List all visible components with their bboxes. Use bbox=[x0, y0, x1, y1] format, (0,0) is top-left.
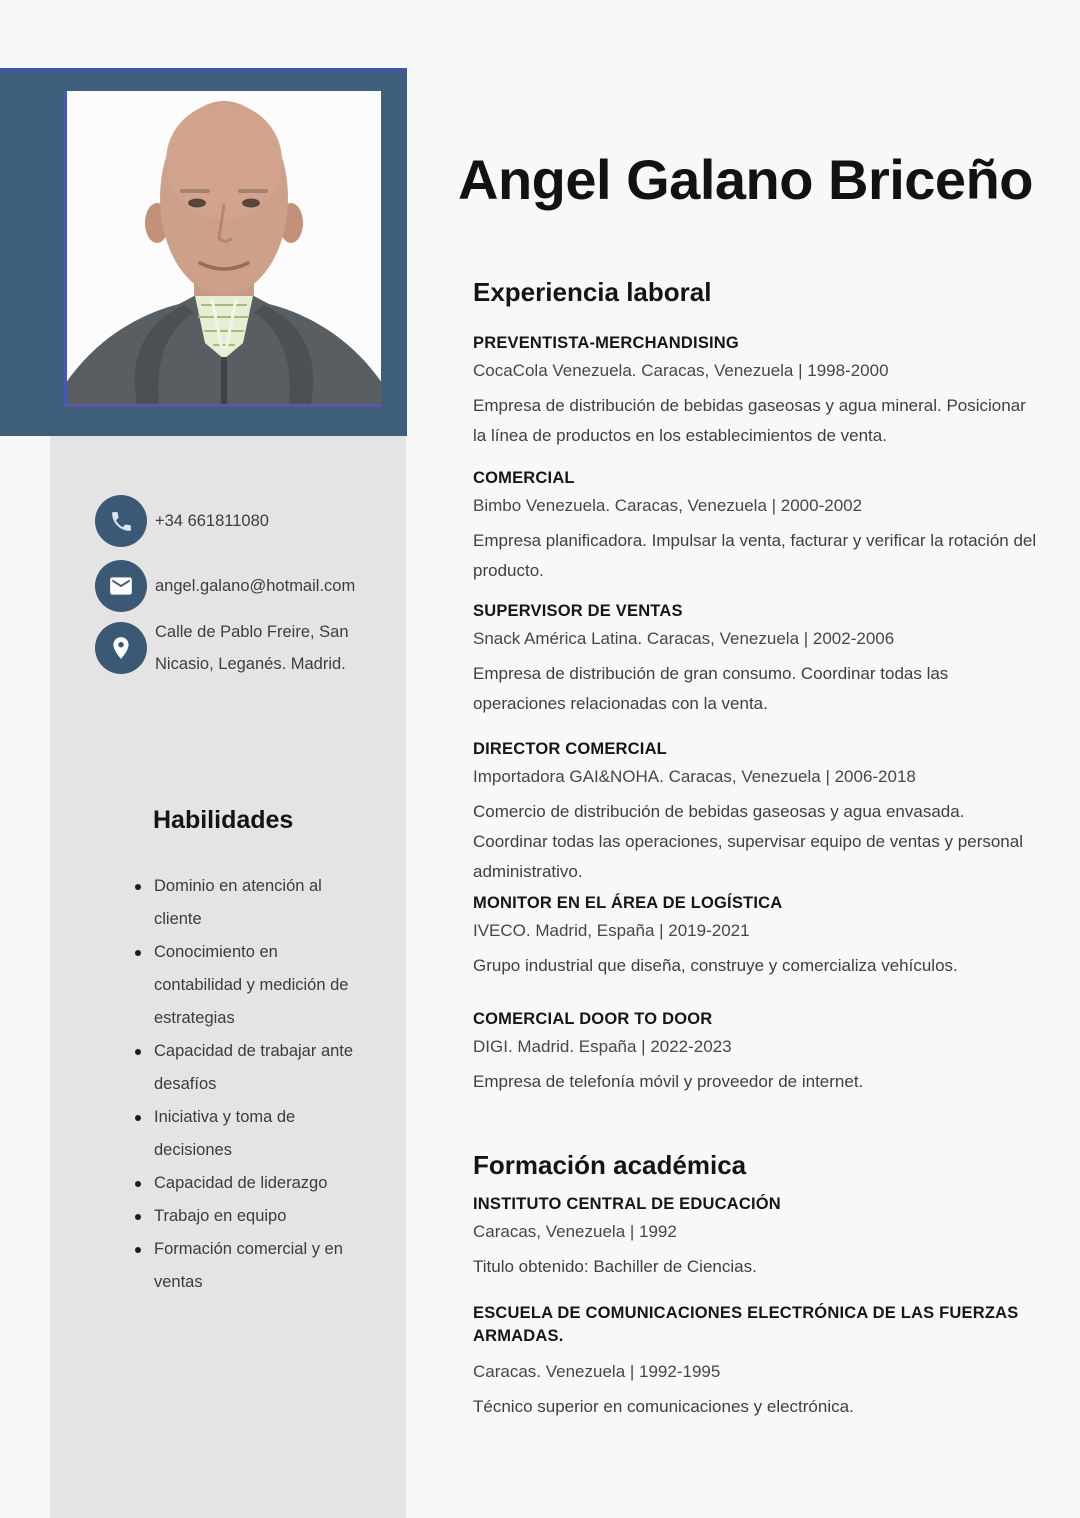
portrait-illustration bbox=[67, 91, 381, 404]
education-entry bbox=[473, 1193, 1039, 1282]
job-description: Empresa de distribución de gran consumo. Coordinar todas las operaciones relacionadas con la venta. bbox=[473, 664, 949, 713]
job-entry bbox=[473, 1008, 1039, 1097]
contact-address bbox=[95, 616, 375, 680]
skill-item: Conocimiento en contabilidad y medición de estrategias bbox=[132, 936, 370, 1035]
skill-item: Capacidad de liderazgo bbox=[132, 1167, 370, 1200]
job-entry bbox=[473, 332, 1039, 451]
skill-item: Formación comercial y en ventas bbox=[132, 1233, 370, 1299]
skills-heading: Habilidades bbox=[153, 806, 294, 834]
contact-email-text: angel.galano@hotmail.com bbox=[155, 577, 356, 595]
job-meta: Bimbo Venezuela. Caracas, Venezuela | 2000-2002 bbox=[473, 496, 863, 515]
school-meta: Caracas. Venezuela | 1992-1995 bbox=[473, 1362, 721, 1381]
education-heading: Formación académica bbox=[473, 1150, 747, 1180]
job-description: Grupo industrial que diseña, construye y comercializa vehículos. bbox=[473, 956, 958, 975]
school-meta: Caracas, Venezuela | 1992 bbox=[473, 1222, 677, 1241]
skill-item: Iniciativa y toma de decisiones bbox=[132, 1101, 370, 1167]
skill-item: Trabajo en equipo bbox=[132, 1200, 370, 1233]
skills-list bbox=[132, 870, 370, 1299]
job-entry bbox=[473, 738, 1039, 887]
education-entry bbox=[473, 1302, 1039, 1422]
contact-phone-text: +34 661811080 bbox=[155, 512, 269, 530]
job-entry bbox=[473, 600, 1039, 719]
main-content bbox=[458, 0, 1039, 1518]
job-meta: CocaCola Venezuela. Caracas, Venezuela | 1998-2000 bbox=[473, 361, 889, 380]
job-role: COMERCIAL bbox=[473, 469, 575, 487]
job-meta: DIGI. Madrid. España | 2022-2023 bbox=[473, 1037, 732, 1056]
contact-address-text: Calle de Pablo Freire, San Nicasio, Leganés. Madrid. bbox=[155, 623, 349, 673]
sidebar bbox=[50, 436, 406, 1518]
profile-photo bbox=[64, 91, 381, 407]
job-role: PREVENTISTA-MERCHANDISING bbox=[473, 334, 739, 352]
job-role: DIRECTOR COMERCIAL bbox=[473, 740, 667, 758]
phone-icon bbox=[95, 495, 147, 547]
job-meta: IVECO. Madrid, España | 2019-2021 bbox=[473, 921, 750, 940]
contact-phone bbox=[95, 495, 375, 547]
location-pin-icon bbox=[95, 622, 147, 674]
school-name: ESCUELA DE COMUNICACIONES ELECTRÓNICA DE LAS FUERZAS ARMADAS. bbox=[473, 1304, 1019, 1345]
school-description: Técnico superior en comunicaciones y electrónica. bbox=[473, 1397, 854, 1416]
skill-item: Dominio en atención al cliente bbox=[132, 870, 370, 936]
job-description: Empresa planificadora. Impulsar la venta, facturar y verificar la rotación del producto. bbox=[473, 531, 1037, 580]
job-description: Comercio de distribución de bebidas gaseosas y agua envasada. Coordinar todas las operaciones, supervisar equipo de ventas y personal administrativo. bbox=[473, 802, 1023, 881]
photo-frame bbox=[0, 68, 407, 436]
school-name: INSTITUTO CENTRAL DE EDUCACIÓN bbox=[473, 1195, 781, 1213]
job-role: SUPERVISOR DE VENTAS bbox=[473, 602, 683, 620]
experience-heading: Experiencia laboral bbox=[473, 277, 712, 307]
job-meta: Importadora GAI&NOHA. Caracas, Venezuela | 2006-2018 bbox=[473, 767, 916, 786]
skill-item: Capacidad de trabajar ante desafíos bbox=[132, 1035, 370, 1101]
mail-icon bbox=[95, 560, 147, 612]
page-title: Angel Galano Briceño bbox=[458, 148, 1033, 211]
job-description: Empresa de distribución de bebidas gaseosas y agua mineral. Posicionar la línea de productos en los establecimientos de venta. bbox=[473, 396, 1026, 445]
job-entry bbox=[473, 892, 1039, 981]
job-meta: Snack América Latina. Caracas, Venezuela | 2002-2006 bbox=[473, 629, 895, 648]
job-role: COMERCIAL DOOR TO DOOR bbox=[473, 1010, 713, 1028]
job-description: Empresa de telefonía móvil y proveedor de internet. bbox=[473, 1072, 864, 1091]
job-role: MONITOR EN EL ÁREA DE LOGÍSTICA bbox=[473, 894, 783, 912]
school-description: Titulo obtenido: Bachiller de Ciencias. bbox=[473, 1257, 757, 1276]
contact-email bbox=[95, 560, 375, 612]
job-entry bbox=[473, 467, 1039, 586]
